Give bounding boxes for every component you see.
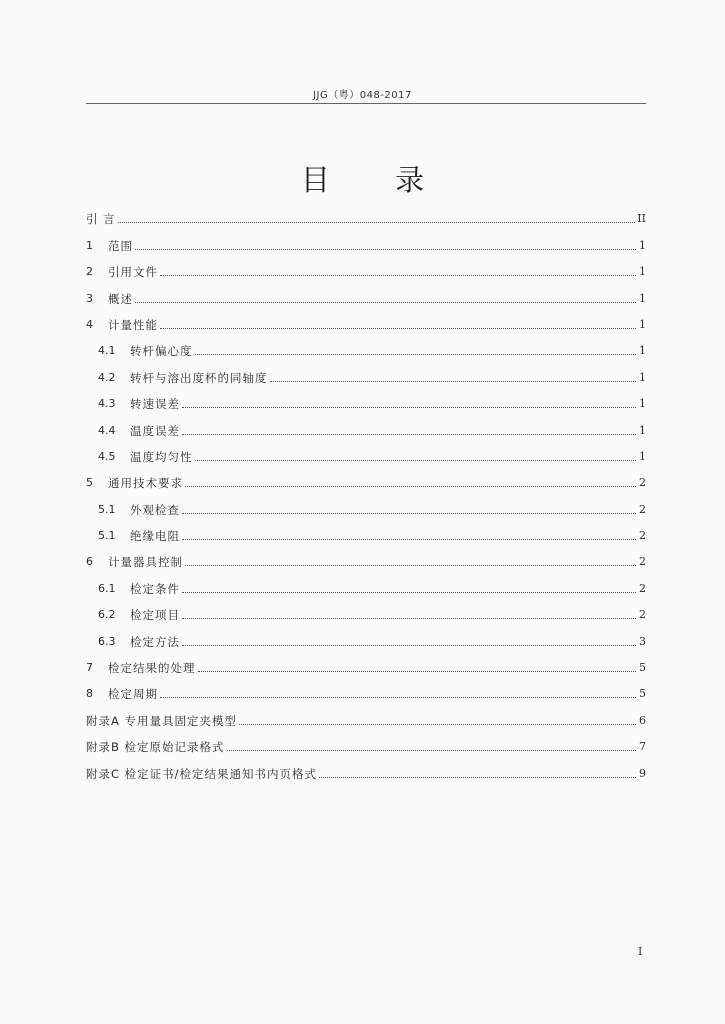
dot-leader — [160, 328, 636, 329]
toc-entry-number: 4.3 — [98, 397, 116, 411]
toc-entry-number: 5.1 — [98, 502, 116, 516]
dot-leader — [270, 381, 637, 382]
toc-entry[interactable] — [86, 226, 646, 252]
toc-entry-label: 引 言 — [86, 212, 116, 227]
toc-entry-label: 附录C 检定证书/检定结果通知书内页格式 — [86, 766, 318, 781]
dot-leader — [135, 302, 636, 303]
toc-entry-page: 1 — [639, 238, 646, 252]
dot-leader — [319, 777, 636, 778]
toc-entry-number: 4.4 — [98, 423, 116, 437]
toc-subentry[interactable] — [86, 622, 646, 648]
toc-entry-label: 温度误差 — [130, 423, 180, 438]
toc-entry-page: 2 — [639, 555, 646, 569]
dot-leader — [160, 697, 636, 698]
page-number: I — [638, 945, 643, 958]
toc-entry-page: 6 — [639, 713, 646, 727]
toc-entry-number: 2 — [86, 265, 93, 279]
toc-appendix[interactable] — [86, 701, 646, 727]
dot-leader — [195, 354, 637, 355]
toc-entry-label: 检定方法 — [130, 634, 180, 649]
toc-entry-label: 转杆与溶出度杯的同轴度 — [130, 370, 268, 385]
toc-entry-label: 温度均匀性 — [130, 449, 193, 464]
toc-entry-label: 附录B 检定原始记录格式 — [86, 740, 225, 755]
dot-leader — [198, 671, 637, 672]
toc-entry-label: 范围 — [108, 238, 133, 253]
toc-subentry[interactable] — [86, 385, 646, 411]
toc-entry-page: 1 — [639, 449, 646, 463]
toc-entry-page: 3 — [639, 634, 646, 648]
toc-subentry[interactable] — [86, 438, 646, 464]
toc-entry-number: 4.2 — [98, 370, 116, 384]
toc-entry-page: 1 — [639, 265, 646, 279]
dot-leader — [118, 222, 636, 223]
toc-entry-label: 绝缘电阻 — [130, 529, 180, 544]
toc-entry-label: 附录A 专用量具固定夹模型 — [86, 713, 238, 728]
toc-entry-number: 4.5 — [98, 449, 116, 463]
page-title: 目 录 — [300, 163, 453, 197]
toc-entry-label: 转杆偏心度 — [130, 344, 193, 359]
dot-leader — [182, 645, 636, 646]
dot-leader — [182, 434, 636, 435]
dot-leader — [182, 539, 636, 540]
toc-entry-label: 外观检查 — [130, 502, 180, 517]
toc-entry-page: 2 — [639, 529, 646, 543]
toc-entry-page: 2 — [639, 608, 646, 622]
toc-entry[interactable] — [86, 253, 646, 279]
toc-entry-page: 2 — [639, 581, 646, 595]
toc-subentry[interactable] — [86, 358, 646, 384]
toc-entry-page: 1 — [639, 397, 646, 411]
standard-code: JJG（粤）048-2017 — [313, 90, 412, 101]
toc-entry-label: 概述 — [108, 291, 133, 306]
header-divider — [86, 103, 646, 104]
dot-leader — [185, 565, 636, 566]
toc-entry[interactable] — [86, 543, 646, 569]
dot-leader — [182, 513, 636, 514]
toc-entry[interactable] — [86, 279, 646, 305]
toc-entry-number: 5.1 — [98, 529, 116, 543]
toc-subentry[interactable] — [86, 332, 646, 358]
toc-entry-number: 7 — [86, 661, 93, 675]
toc-entry-label: 检定项目 — [130, 608, 180, 623]
toc-entry-page: II — [637, 212, 646, 226]
toc-entry-label: 检定条件 — [130, 581, 180, 596]
toc-entry-label: 通用技术要求 — [108, 476, 183, 491]
toc-entry-page: 5 — [639, 661, 646, 675]
toc-entry-page: 1 — [639, 317, 646, 331]
toc-entry-label: 计量性能 — [108, 317, 158, 332]
dot-leader — [227, 750, 636, 751]
toc-entry-page: 1 — [639, 344, 646, 358]
toc-subentry[interactable] — [86, 517, 646, 543]
toc-entry-number: 3 — [86, 291, 93, 305]
toc-entry-page: 2 — [639, 476, 646, 490]
toc-entry-page: 1 — [639, 423, 646, 437]
toc-entry-page: 1 — [639, 291, 646, 305]
toc-entry-number: 6.2 — [98, 608, 116, 622]
dot-leader — [239, 724, 636, 725]
toc-entry-number: 8 — [86, 687, 93, 701]
toc-subentry[interactable] — [86, 569, 646, 595]
toc-entry[interactable] — [86, 675, 646, 701]
dot-leader — [160, 275, 636, 276]
toc-entry-number: 5 — [86, 476, 93, 490]
toc-entry-page: 9 — [639, 766, 646, 780]
toc-entry-page: 7 — [639, 740, 646, 754]
toc-entry-label: 检定周期 — [108, 687, 158, 702]
toc-entry-label: 检定结果的处理 — [108, 661, 196, 676]
toc-subentry[interactable] — [86, 411, 646, 437]
dot-leader — [185, 486, 636, 487]
toc-subentry[interactable] — [86, 490, 646, 516]
toc-entry-number: 1 — [86, 238, 93, 252]
toc-subentry[interactable] — [86, 596, 646, 622]
dot-leader — [135, 249, 636, 250]
table-of-contents — [86, 200, 646, 781]
dot-leader — [182, 592, 636, 593]
toc-entry-page: 2 — [639, 502, 646, 516]
dot-leader — [182, 407, 636, 408]
toc-entry[interactable] — [86, 306, 646, 332]
toc-entry-number: 6 — [86, 555, 93, 569]
toc-entry-page: 5 — [639, 687, 646, 701]
toc-entry-number: 4 — [86, 317, 93, 331]
toc-entry-label: 转速误差 — [130, 397, 180, 412]
toc-appendix[interactable] — [86, 754, 646, 780]
dot-leader — [195, 460, 637, 461]
dot-leader — [182, 618, 636, 619]
toc-entry-label: 计量器具控制 — [108, 555, 183, 570]
toc-entry[interactable] — [86, 649, 646, 675]
toc-appendix[interactable] — [86, 728, 646, 754]
toc-entry[interactable] — [86, 464, 646, 490]
toc-entry-intro[interactable] — [86, 200, 646, 226]
toc-entry-label: 引用文件 — [108, 265, 158, 280]
toc-entry-page: 1 — [639, 370, 646, 384]
toc-entry-number: 6.1 — [98, 581, 116, 595]
toc-entry-number: 4.1 — [98, 344, 116, 358]
toc-entry-number: 6.3 — [98, 634, 116, 648]
